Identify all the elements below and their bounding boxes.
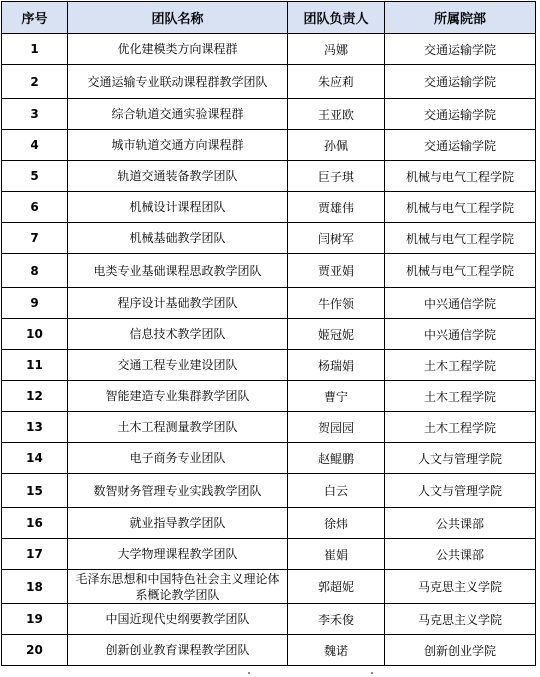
team-name-cell: 优化建模类方向课程群: [68, 34, 288, 65]
serial-cell: 7: [2, 223, 68, 254]
department-cell: 交通运输学院: [385, 130, 536, 161]
department-cell: 土木工程学院: [385, 350, 536, 381]
leader-cell: 赵鲲鹏: [288, 443, 385, 474]
team-name-cell: 交通工程专业建设团队: [68, 350, 288, 381]
table-row: [2, 192, 536, 223]
team-name-cell: 智能建造专业集群教学团队: [68, 381, 288, 412]
team-name-cell: 创新创业教育课程教学团队: [68, 635, 288, 666]
leader-cell: 姬冠妮: [288, 319, 385, 350]
serial-cell: 18: [2, 570, 68, 604]
table-row: [2, 350, 536, 381]
serial-cell: 6: [2, 192, 68, 223]
team-name-cell: 轨道交通装备教学团队: [68, 161, 288, 192]
leader-cell: 孙佩: [288, 130, 385, 161]
serial-cell: 1: [2, 34, 68, 65]
serial-cell: 10: [2, 319, 68, 350]
serial-cell: 13: [2, 412, 68, 443]
serial-cell: 20: [2, 635, 68, 666]
team-name-cell: 信息技术教学团队: [68, 319, 288, 350]
table-row: [2, 161, 536, 192]
team-name-cell: 中国近现代史纲要教学团队: [68, 604, 288, 635]
team-name-cell: 毛泽东思想和中国特色社会主义理论体系概论教学团队: [68, 570, 288, 604]
header-leader: 团队负责人: [288, 2, 385, 34]
department-cell: 土木工程学院: [385, 381, 536, 412]
serial-cell: 15: [2, 474, 68, 508]
team-name-cell: 综合轨道交通实验课程群: [68, 99, 288, 130]
table-row: [2, 412, 536, 443]
page-edge-mark: [248, 672, 250, 674]
team-name-cell: 就业指导教学团队: [68, 508, 288, 539]
serial-cell: 14: [2, 443, 68, 474]
header-serial: 序号: [2, 2, 68, 34]
leader-cell: 魏诺: [288, 635, 385, 666]
leader-cell: 徐炜: [288, 508, 385, 539]
table-row: [2, 288, 536, 319]
department-cell: 人文与管理学院: [385, 474, 536, 508]
department-cell: 机械与电气工程学院: [385, 223, 536, 254]
header-department: 所属院部: [385, 2, 536, 34]
leader-cell: 贾亚娟: [288, 254, 385, 288]
page-edge-mark: [371, 672, 373, 674]
team-name-cell: 土木工程测量教学团队: [68, 412, 288, 443]
department-cell: 土木工程学院: [385, 412, 536, 443]
team-name-cell: 数智财务管理专业实践教学团队: [68, 474, 288, 508]
table-row: [2, 223, 536, 254]
leader-cell: 巨子琪: [288, 161, 385, 192]
table-row: [2, 99, 536, 130]
serial-cell: 12: [2, 381, 68, 412]
leader-cell: 贾雄伟: [288, 192, 385, 223]
header-row: [2, 2, 536, 34]
table-row: [2, 381, 536, 412]
leader-cell: 朱应莉: [288, 65, 385, 99]
department-cell: 交通运输学院: [385, 65, 536, 99]
team-name-cell: 机械基础教学团队: [68, 223, 288, 254]
department-cell: 交通运输学院: [385, 99, 536, 130]
table-row: [2, 474, 536, 508]
serial-cell: 2: [2, 65, 68, 99]
serial-cell: 11: [2, 350, 68, 381]
team-name-cell: 电类专业基础课程思政教学团队: [68, 254, 288, 288]
leader-cell: 闫树军: [288, 223, 385, 254]
table-row: [2, 570, 536, 604]
department-cell: 公共课部: [385, 539, 536, 570]
serial-cell: 4: [2, 130, 68, 161]
table-row: [2, 443, 536, 474]
department-cell: 马克思主义学院: [385, 604, 536, 635]
table-row: [2, 508, 536, 539]
serial-cell: 17: [2, 539, 68, 570]
header-team-name: 团队名称: [68, 2, 288, 34]
leader-cell: 王亚欧: [288, 99, 385, 130]
team-name-cell: 电子商务专业团队: [68, 443, 288, 474]
leader-cell: 贺园园: [288, 412, 385, 443]
table-row: [2, 319, 536, 350]
department-cell: 中兴通信学院: [385, 288, 536, 319]
department-cell: 人文与管理学院: [385, 443, 536, 474]
leader-cell: 曹宁: [288, 381, 385, 412]
team-name-cell: 程序设计基础教学团队: [68, 288, 288, 319]
table-body: [2, 34, 536, 666]
serial-cell: 5: [2, 161, 68, 192]
team-name-cell: 交通运输专业联动课程群教学团队: [68, 65, 288, 99]
leader-cell: 牛作领: [288, 288, 385, 319]
department-cell: 公共课部: [385, 508, 536, 539]
team-table: [1, 1, 536, 666]
leader-cell: 白云: [288, 474, 385, 508]
department-cell: 交通运输学院: [385, 34, 536, 65]
leader-cell: 杨瑞娟: [288, 350, 385, 381]
leader-cell: 冯娜: [288, 34, 385, 65]
department-cell: 机械与电气工程学院: [385, 192, 536, 223]
team-name-cell: 机械设计课程团队: [68, 192, 288, 223]
serial-cell: 8: [2, 254, 68, 288]
serial-cell: 3: [2, 99, 68, 130]
serial-cell: 9: [2, 288, 68, 319]
department-cell: 马克思主义学院: [385, 570, 536, 604]
department-cell: 机械与电气工程学院: [385, 161, 536, 192]
team-name-cell: 城市轨道交通方向课程群: [68, 130, 288, 161]
table-row: [2, 130, 536, 161]
table-row: [2, 539, 536, 570]
table-row: [2, 254, 536, 288]
leader-cell: 李禾俊: [288, 604, 385, 635]
leader-cell: 崔娟: [288, 539, 385, 570]
serial-cell: 16: [2, 508, 68, 539]
leader-cell: 郭超妮: [288, 570, 385, 604]
table-row: [2, 635, 536, 666]
table-row: [2, 65, 536, 99]
table-row: [2, 34, 536, 65]
department-cell: 中兴通信学院: [385, 319, 536, 350]
serial-cell: 19: [2, 604, 68, 635]
table-row: [2, 604, 536, 635]
department-cell: 机械与电气工程学院: [385, 254, 536, 288]
department-cell: 创新创业学院: [385, 635, 536, 666]
team-name-cell: 大学物理课程教学团队: [68, 539, 288, 570]
